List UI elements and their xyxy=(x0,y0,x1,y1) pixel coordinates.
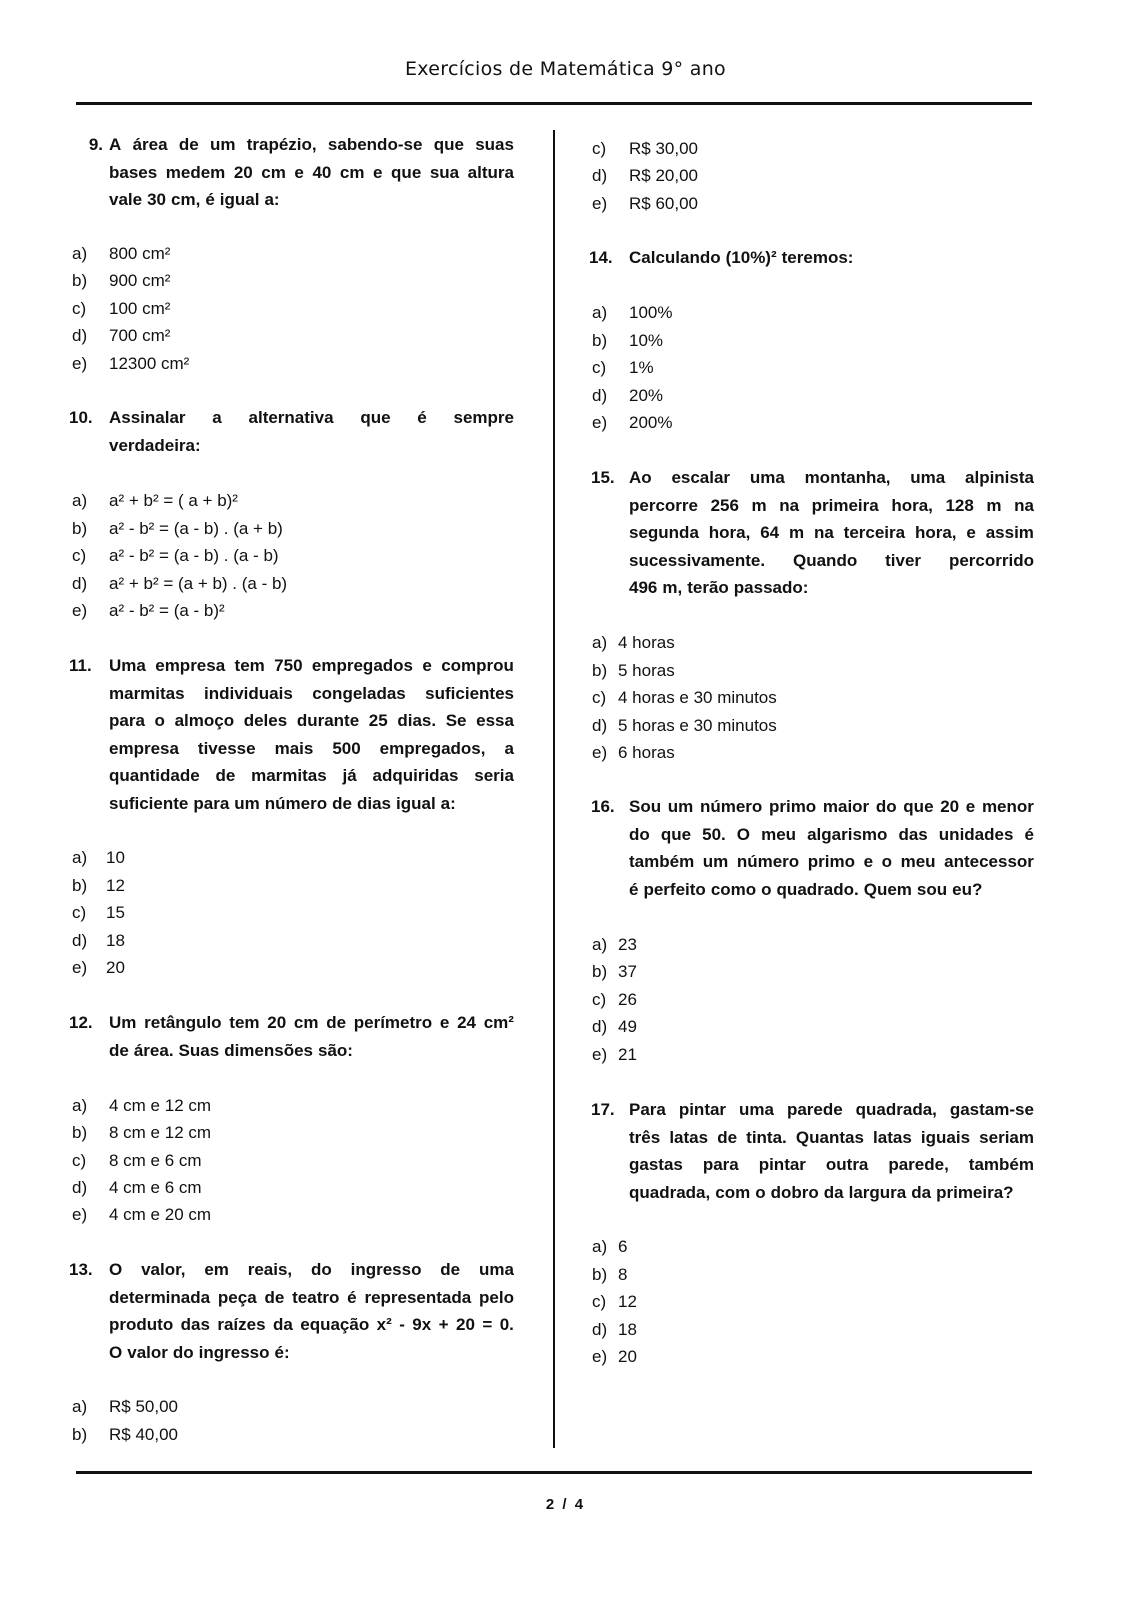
option-letter: a) xyxy=(592,935,608,954)
option-letter: e) xyxy=(592,743,608,762)
option-text: 5 horas e 30 minutos xyxy=(618,716,777,735)
option-letter: d) xyxy=(72,574,88,593)
option-text: a² - b² = (a - b) . (a - b) xyxy=(109,546,279,565)
option-letter: a) xyxy=(72,244,88,263)
option-letter: d) xyxy=(592,1320,608,1339)
option-letter: d) xyxy=(592,166,608,185)
question-text-line: para o almoço deles durante 25 dias. Se essa xyxy=(109,711,514,730)
option-text: 21 xyxy=(618,1045,637,1064)
page-number: 2 / 4 xyxy=(545,1496,586,1513)
option-text: 12300 cm² xyxy=(109,354,190,373)
option-text: 100 cm² xyxy=(109,299,171,318)
option-text: 26 xyxy=(618,990,637,1009)
option-text: R$ 30,00 xyxy=(629,139,698,158)
option-letter: b) xyxy=(72,519,88,538)
option-text: 12 xyxy=(106,876,125,895)
option-text: 4 horas xyxy=(618,633,675,652)
option-letter: c) xyxy=(72,903,87,922)
question-text-line: empresa tivesse mais 500 empregados, a xyxy=(109,738,514,758)
question-number: 10. xyxy=(69,408,93,427)
question-16 xyxy=(591,793,1034,903)
column-divider xyxy=(553,130,555,1448)
option-letter: b) xyxy=(72,1425,88,1444)
question-12 xyxy=(69,1009,514,1064)
option-text: a² - b² = (a - b) . (a + b) xyxy=(109,519,283,538)
option-letter: c) xyxy=(592,358,607,377)
option-text: 200% xyxy=(629,413,673,432)
option-text: 20 xyxy=(106,958,125,977)
option-letter: a) xyxy=(72,848,88,867)
question-text-line: quantidade de marmitas já adquiridas seria xyxy=(109,766,514,785)
option-letter: e) xyxy=(592,1045,608,1064)
option-text: a² - b² = (a - b)² xyxy=(109,601,225,620)
question-9 xyxy=(88,131,514,214)
question-text-line: percorre 256 m na primeira hora, 128 m na xyxy=(629,495,1034,515)
option-text: 18 xyxy=(106,931,125,950)
question-text-line: Assinalar a alternativa que é sempre xyxy=(109,408,514,427)
option-letter: b) xyxy=(72,271,88,290)
option-text: 4 cm e 20 cm xyxy=(109,1205,212,1224)
question-text-line: também um número primo e o meu antecessor xyxy=(629,852,1034,871)
option-text: 23 xyxy=(618,935,637,954)
option-letter: c) xyxy=(592,1292,607,1311)
question-text-line: verdadeira: xyxy=(109,435,201,455)
option-text: 4 horas e 30 minutos xyxy=(618,688,777,707)
question-text-line: Para pintar uma parede quadrada, gastam-se xyxy=(629,1100,1034,1119)
option-text: a² + b² = ( a + b)² xyxy=(109,491,238,510)
option-text: 6 horas xyxy=(618,743,675,762)
question-text-line: A área de um trapézio, sabendo-se que suas xyxy=(109,135,514,154)
option-letter: e) xyxy=(592,194,608,213)
option-text: a² + b² = (a + b) . (a - b) xyxy=(109,574,288,593)
option-text: 5 horas xyxy=(618,661,675,680)
question-text-line: 496 m, terão passado: xyxy=(629,578,809,597)
option-letter: b) xyxy=(72,876,88,895)
option-letter: b) xyxy=(592,962,608,981)
option-text: 4 cm e 6 cm xyxy=(109,1178,202,1197)
option-letter: a) xyxy=(72,1397,88,1416)
option-text: 6 xyxy=(618,1237,628,1256)
option-letter: c) xyxy=(592,990,607,1009)
question-14 xyxy=(589,244,1034,272)
option-text: 8 cm e 6 cm xyxy=(109,1151,202,1170)
question-number: 11. xyxy=(69,656,92,675)
question-number: 14. xyxy=(589,248,613,267)
option-text: 700 cm² xyxy=(109,326,171,345)
question-text-line: gastas para pintar outra parede, também xyxy=(629,1155,1034,1174)
option-text: 900 cm² xyxy=(109,271,171,290)
option-letter: d) xyxy=(592,716,608,735)
question-text-line: Calculando (10%)² teremos: xyxy=(629,248,854,267)
option-text: 37 xyxy=(618,962,637,981)
option-letter: a) xyxy=(592,633,608,652)
option-letter: a) xyxy=(592,303,608,322)
option-letter: c) xyxy=(592,139,607,158)
option-text: R$ 60,00 xyxy=(629,194,698,213)
question-number: 12. xyxy=(69,1013,93,1032)
option-text: 20% xyxy=(629,386,664,405)
question-number: 13. xyxy=(69,1260,93,1279)
option-text: 8 xyxy=(618,1265,628,1284)
option-letter: d) xyxy=(72,1178,88,1197)
question-text-line: segunda hora, 64 m na terceira hora, e assim xyxy=(629,523,1034,542)
question-13 xyxy=(69,1256,514,1366)
option-text: 15 xyxy=(106,903,125,922)
question-10 xyxy=(69,404,514,459)
question-text-line: O valor do ingresso é: xyxy=(109,1342,290,1362)
question-text-line: é perfeito como o quadrado. Quem sou eu? xyxy=(629,879,983,899)
option-letter: c) xyxy=(72,1151,87,1170)
question-number: 16. xyxy=(591,797,615,816)
option-text: 10 xyxy=(106,848,125,867)
question-15 xyxy=(591,464,1034,602)
option-text: 12 xyxy=(618,1292,637,1311)
footer-rule xyxy=(76,1471,1032,1474)
question-text-line: três latas de tinta. Quantas latas iguais seriam xyxy=(629,1127,1034,1147)
question-text-line: produto das raízes da equação x² - 9x + 20 = 0. xyxy=(109,1315,514,1334)
question-text-line: do que 50. O meu algarismo das unidades é xyxy=(629,824,1034,844)
question-text-line: sucessivamente. Quando tiver percorrido xyxy=(629,550,1034,570)
option-text: 18 xyxy=(618,1320,637,1339)
option-text: 20 xyxy=(618,1347,637,1366)
question-text-line: Uma empresa tem 750 empregados e comprou xyxy=(109,656,514,675)
option-letter: e) xyxy=(592,1347,608,1366)
option-letter: d) xyxy=(72,326,88,345)
option-text: R$ 50,00 xyxy=(109,1397,178,1416)
option-letter: e) xyxy=(72,601,88,620)
option-letter: e) xyxy=(72,958,88,977)
option-letter: d) xyxy=(592,1017,608,1036)
option-letter: c) xyxy=(72,299,87,318)
option-letter: d) xyxy=(72,931,88,950)
option-letter: b) xyxy=(592,1265,608,1284)
option-letter: e) xyxy=(72,354,88,373)
header-rule xyxy=(76,102,1032,105)
question-text-line: quadrada, com o dobro da largura da primeira? xyxy=(629,1182,1014,1202)
option-letter: a) xyxy=(72,491,88,510)
question-17 xyxy=(591,1096,1034,1206)
question-text-line: suficiente para um número de dias igual a: xyxy=(109,793,456,813)
option-text: R$ 20,00 xyxy=(629,166,698,185)
option-letter: a) xyxy=(72,1096,88,1115)
option-text: 800 cm² xyxy=(109,244,171,263)
option-letter: c) xyxy=(72,546,87,565)
option-text: 100% xyxy=(629,303,673,322)
question-text-line: marmitas individuais congeladas suficientes xyxy=(109,683,514,703)
question-text-line: bases medem 20 cm e 40 cm e que sua altura xyxy=(109,162,514,182)
question-text-line: Sou um número primo maior do que 20 e menor xyxy=(629,797,1034,816)
option-letter: b) xyxy=(72,1123,88,1142)
option-letter: b) xyxy=(592,661,608,680)
option-text: 10% xyxy=(629,331,664,350)
question-text-line: Ao escalar uma montanha, uma alpinista xyxy=(629,468,1034,487)
option-letter: e) xyxy=(592,413,608,432)
option-text: 8 cm e 12 cm xyxy=(109,1123,212,1142)
question-text-line: de área. Suas dimensões são: xyxy=(109,1040,353,1060)
option-letter: c) xyxy=(592,688,607,707)
option-letter: e) xyxy=(72,1205,88,1224)
question-number: 17. xyxy=(591,1100,615,1119)
question-number: 15. xyxy=(591,468,615,487)
page-header-title: Exercícios de Matemática 9° ano xyxy=(405,58,726,80)
option-letter: a) xyxy=(592,1237,608,1256)
option-text: 1% xyxy=(629,358,654,377)
option-text: 4 cm e 12 cm xyxy=(109,1096,212,1115)
question-text-line: determinada peça de teatro é representada pelo xyxy=(109,1287,514,1307)
question-text-line: O valor, em reais, do ingresso de uma xyxy=(109,1260,514,1279)
question-text-line: Um retângulo tem 20 cm de perímetro e 24 cm² xyxy=(109,1013,514,1032)
option-text: R$ 40,00 xyxy=(109,1425,178,1444)
option-letter: b) xyxy=(592,331,608,350)
option-text: 49 xyxy=(618,1017,637,1036)
question-11 xyxy=(69,652,514,817)
question-text-line: vale 30 cm, é igual a: xyxy=(109,190,280,209)
question-number: 9. xyxy=(88,135,103,154)
option-letter: d) xyxy=(592,386,608,405)
